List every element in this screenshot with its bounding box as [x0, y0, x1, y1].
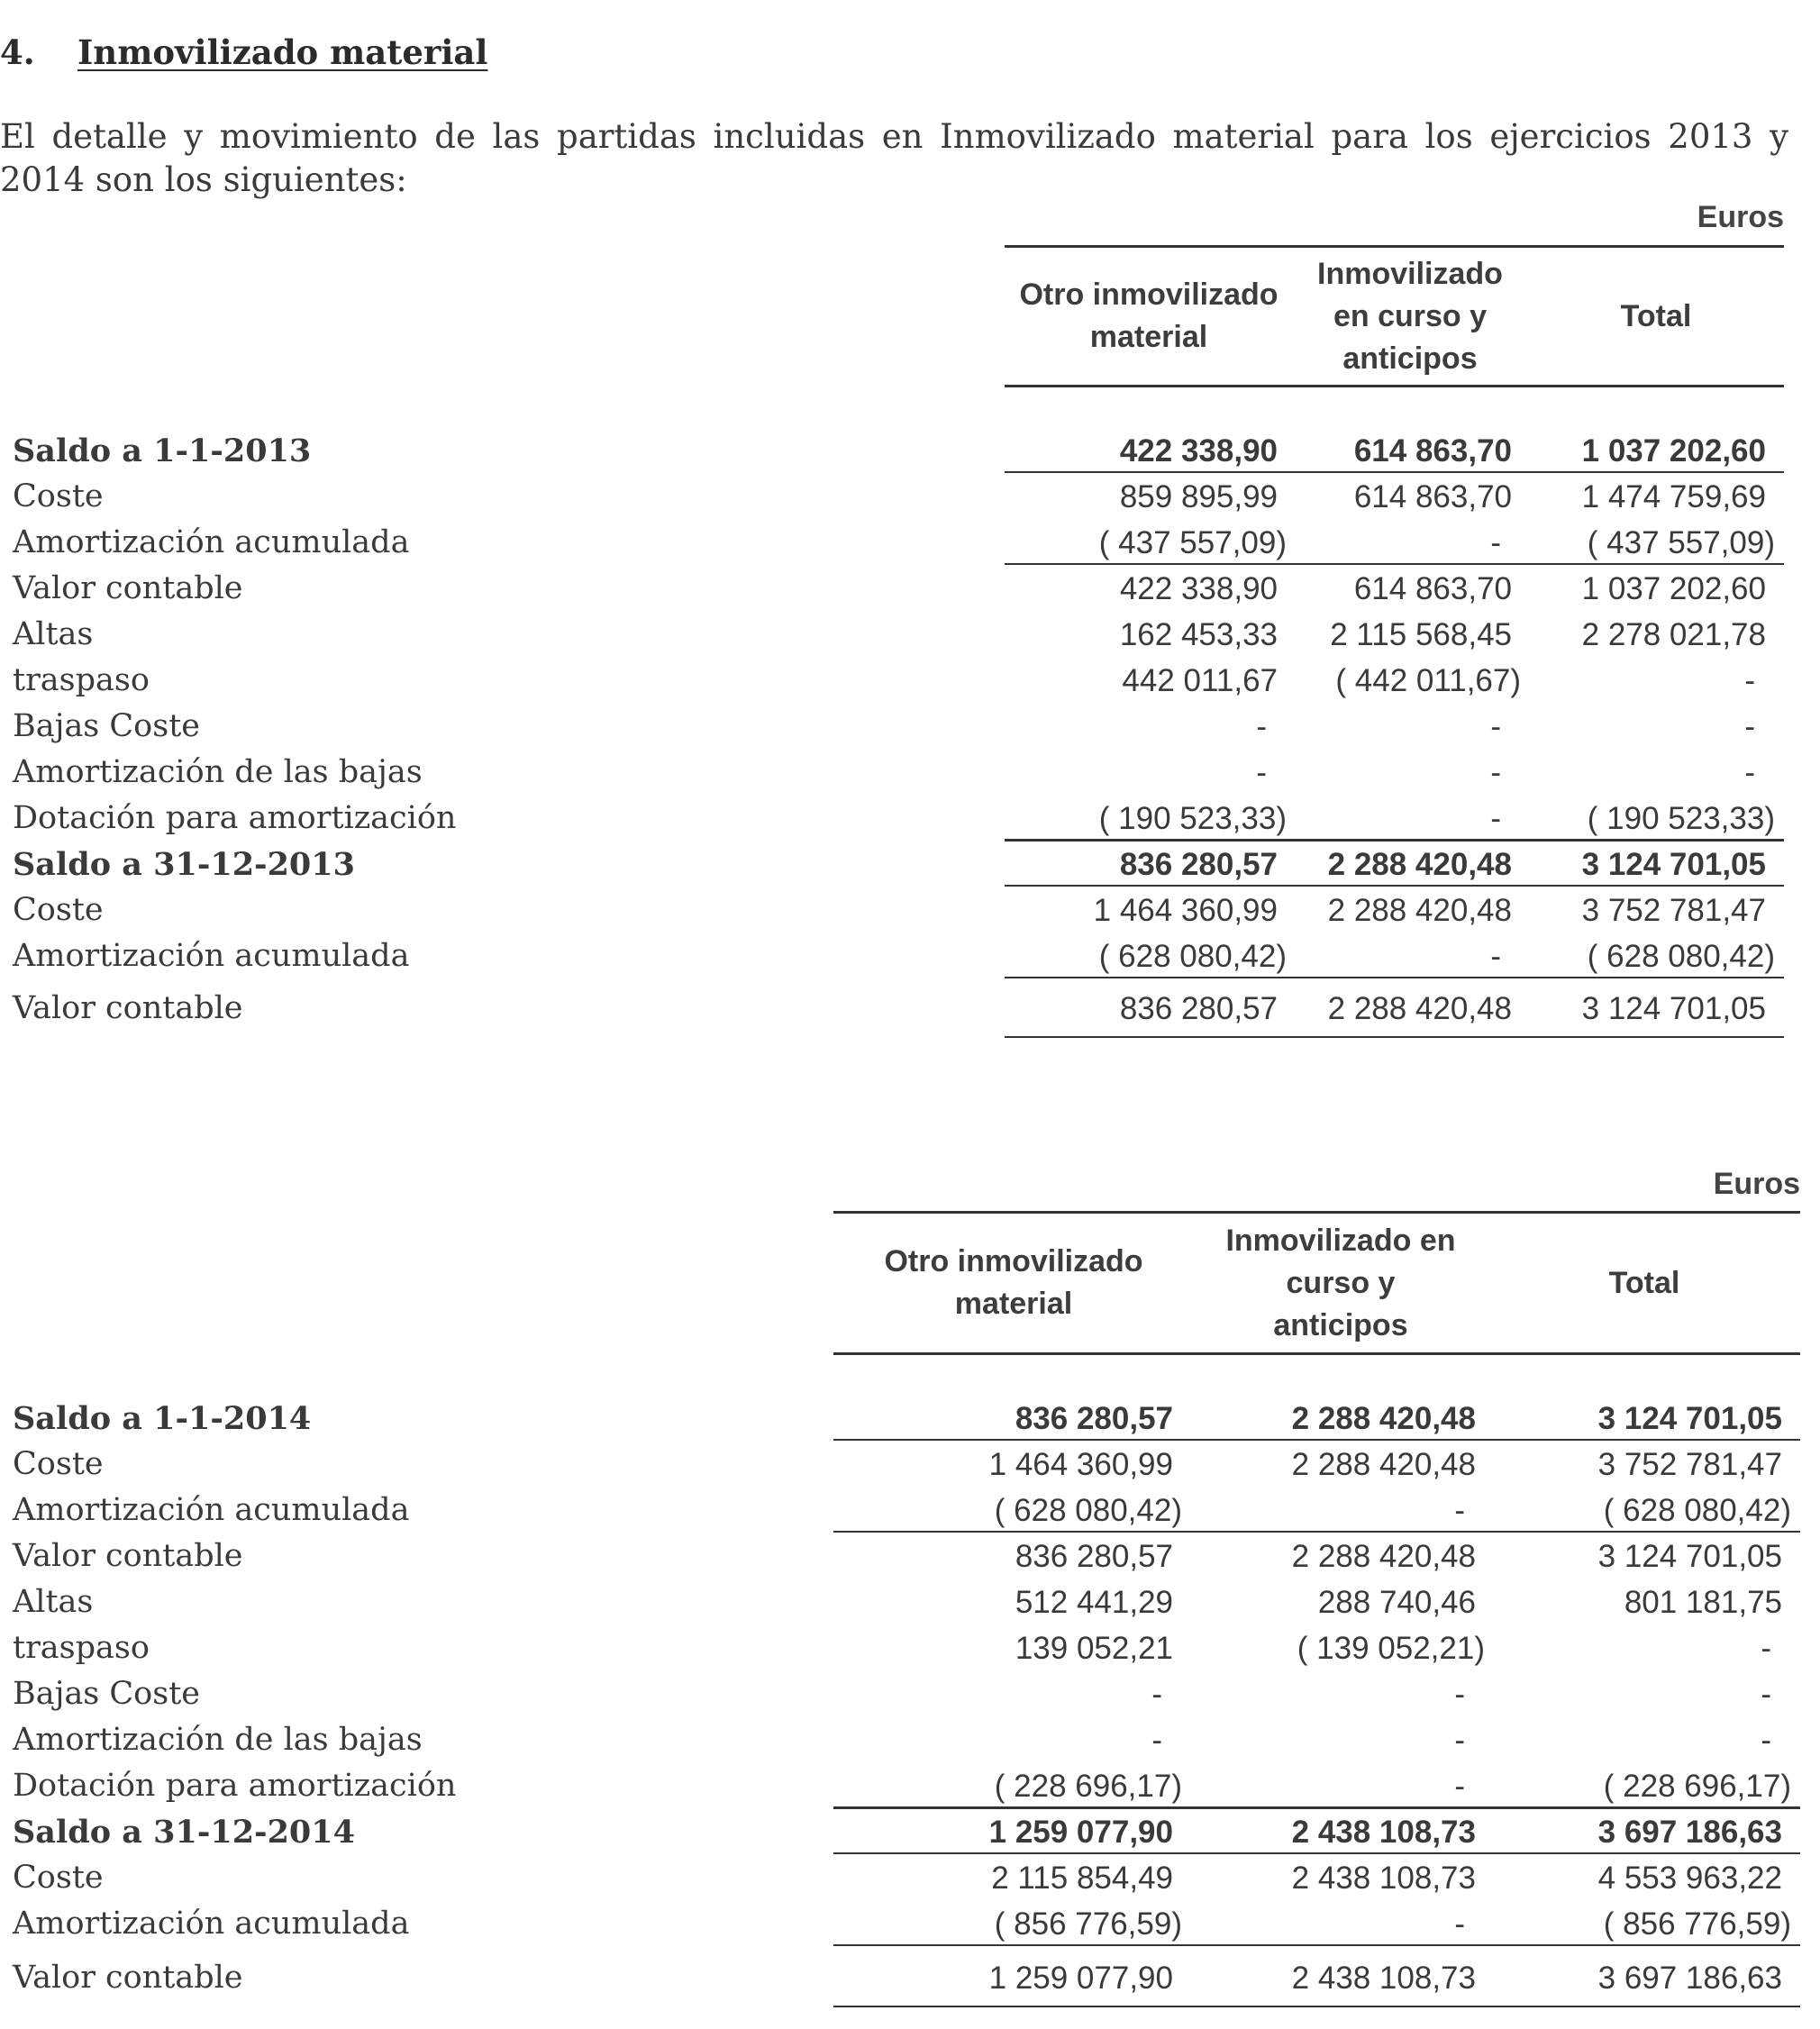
table-row — [0, 1671, 1820, 1717]
table-cell: ( 139 052,21) — [1297, 1631, 1485, 1666]
rule-line — [833, 2006, 1800, 2007]
table-cell: 2 115 854,49 — [991, 1861, 1173, 1896]
table-cell: - — [1454, 1769, 1465, 1804]
table-header — [833, 1211, 1800, 1355]
table-cell: 801 181,75 — [1624, 1585, 1782, 1620]
rule-line — [1005, 977, 1784, 978]
row-label: traspaso — [13, 1630, 150, 1666]
table-cell: 2 115 568,45 — [1330, 617, 1512, 652]
row-label: Coste — [13, 1860, 104, 1896]
table-row — [0, 796, 1820, 842]
table-cell: 3 124 701,05 — [1581, 991, 1766, 1026]
row-label: Amortización de las bajas — [13, 1722, 423, 1758]
rule-line — [1005, 1036, 1784, 1038]
table-cell: 2 288 420,48 — [1291, 1539, 1476, 1574]
row-label: Amortización acumulada — [13, 524, 410, 560]
table-cell: 836 280,57 — [1015, 1401, 1173, 1436]
table-cell: 2 438 108,73 — [1291, 1961, 1476, 1996]
table-cell: - — [1256, 709, 1267, 744]
table-cell: 3 124 701,05 — [1581, 847, 1766, 882]
table-cell: - — [1490, 525, 1501, 560]
table-cell: - — [1490, 709, 1501, 744]
table-cell: 1 037 202,60 — [1581, 433, 1766, 469]
section-number: 4. — [0, 32, 35, 72]
table-cell: 3 124 701,05 — [1597, 1401, 1782, 1436]
row-label: Amortización de las bajas — [13, 754, 423, 790]
table-cell: ( 190 523,33) — [1587, 801, 1775, 836]
rule-line — [833, 1944, 1800, 1946]
table-row — [0, 520, 1820, 566]
table-cell: 442 011,67 — [1122, 663, 1278, 698]
row-label: Saldo a 1-1-2013 — [13, 432, 312, 469]
table-cell: ( 628 080,42) — [1098, 939, 1287, 974]
table-cell: 422 338,90 — [1119, 433, 1278, 469]
column-header: Total — [1608, 1265, 1680, 1300]
table-cell: 2 288 420,48 — [1291, 1401, 1476, 1436]
currency-unit-label: Euros — [1697, 200, 1784, 234]
rule-line — [833, 1806, 1800, 1809]
row-label: Bajas Coste — [13, 1676, 200, 1712]
table-cell: - — [1744, 755, 1755, 790]
table-row — [0, 1488, 1820, 1533]
table-cell: 1 037 202,60 — [1581, 571, 1766, 606]
section-title: Inmovilizado material — [77, 32, 488, 72]
rule-line — [833, 1531, 1800, 1533]
table-cell: 422 338,90 — [1119, 571, 1278, 606]
table-cell: - — [1151, 1723, 1162, 1758]
table-cell: - — [1761, 1631, 1771, 1666]
table-cell: ( 856 776,59) — [1603, 1906, 1791, 1942]
table-row — [0, 1763, 1820, 1809]
row-label: Amortización acumulada — [13, 1492, 410, 1528]
table-cell: - — [1761, 1723, 1771, 1758]
column-header: Total — [1620, 298, 1692, 333]
table-cell: 2 288 420,48 — [1327, 847, 1512, 882]
table-row — [0, 986, 1820, 1032]
rule-line — [1005, 839, 1784, 842]
table-row — [0, 750, 1820, 796]
table-cell: 3 752 781,47 — [1597, 1447, 1782, 1482]
table-cell: 288 740,46 — [1317, 1585, 1476, 1620]
table-cell: 2 288 420,48 — [1327, 893, 1512, 928]
table-cell: 2 438 108,73 — [1291, 1815, 1476, 1850]
table-cell: 1 259 077,90 — [988, 1961, 1173, 1996]
table-cell: - — [1744, 709, 1755, 744]
table-cell: 836 280,57 — [1015, 1539, 1173, 1574]
table-cell: 2 438 108,73 — [1291, 1861, 1476, 1896]
table-cell: 3 697 186,63 — [1597, 1961, 1782, 1996]
table-cell: - — [1490, 801, 1501, 836]
table-cell: 1 464 360,99 — [1093, 893, 1278, 928]
table-cell: ( 628 080,42) — [1587, 939, 1775, 974]
table-cell: 614 863,70 — [1353, 571, 1512, 606]
row-label: Amortización acumulada — [13, 1906, 410, 1942]
row-label: Valor contable — [13, 990, 243, 1026]
row-label: Coste — [13, 1446, 104, 1482]
table-cell: ( 856 776,59) — [994, 1906, 1182, 1942]
table-row — [0, 1955, 1820, 2001]
table-cell: 139 052,21 — [1015, 1631, 1173, 1666]
intro-paragraph: El detalle y movimiento de las partidas incluidas en Inmovilizado material para los ejercicios 2013 y 2014 son los siguientes: — [0, 117, 1788, 199]
table-cell: ( 442 011,67) — [1335, 663, 1521, 698]
table-cell: - — [1151, 1677, 1162, 1712]
table-cell: 836 280,57 — [1119, 847, 1278, 882]
table-cell: 3 697 186,63 — [1597, 1815, 1782, 1850]
row-label: Amortización acumulada — [13, 938, 410, 974]
table-cell: 512 441,29 — [1015, 1585, 1173, 1620]
table-row — [0, 474, 1820, 520]
table-cell: - — [1490, 939, 1501, 974]
table-cell: 2 288 420,48 — [1327, 991, 1512, 1026]
table-cell: - — [1761, 1677, 1771, 1712]
table-row — [0, 887, 1820, 933]
rule-line — [1005, 471, 1784, 473]
table-row — [0, 1625, 1820, 1671]
table-row — [0, 612, 1820, 658]
table-cell: ( 437 557,09) — [1098, 525, 1287, 560]
table-cell: ( 228 696,17) — [994, 1769, 1182, 1804]
table-cell: 836 280,57 — [1119, 991, 1278, 1026]
table-cell: - — [1490, 755, 1501, 790]
column-header: Otro inmovilizado material — [1019, 278, 1279, 354]
table-cell: 3 752 781,47 — [1581, 893, 1766, 928]
row-label: Saldo a 31-12-2014 — [13, 1814, 355, 1851]
currency-unit-label: Euros — [1713, 1167, 1800, 1201]
table-row — [0, 704, 1820, 750]
table-row — [0, 1579, 1820, 1625]
row-label: Dotación para amortización — [13, 1768, 457, 1804]
table-row — [0, 1533, 1820, 1579]
table-cell: - — [1454, 1906, 1465, 1942]
row-label: Valor contable — [13, 570, 243, 606]
row-label: Saldo a 31-12-2013 — [13, 846, 355, 883]
table-cell: 1 259 077,90 — [988, 1815, 1173, 1850]
table-cell: - — [1256, 755, 1267, 790]
table-cell: ( 628 080,42) — [994, 1493, 1182, 1528]
table-row — [0, 1901, 1820, 1947]
table-cell: ( 228 696,17) — [1603, 1769, 1791, 1804]
table-cell: 614 863,70 — [1353, 479, 1512, 514]
section-heading — [0, 32, 487, 72]
column-header: Otro inmovilizado material — [884, 1244, 1143, 1321]
table-row — [0, 933, 1820, 979]
table-row — [0, 1717, 1820, 1763]
rule-line — [833, 1852, 1800, 1854]
table-cell: - — [1744, 663, 1755, 698]
row-label: Altas — [13, 1584, 94, 1620]
table-row — [0, 658, 1820, 704]
table-cell: 162 453,33 — [1119, 617, 1278, 652]
table-cell: 614 863,70 — [1353, 433, 1512, 469]
table-cell: 4 553 963,22 — [1597, 1861, 1782, 1896]
table-row — [0, 1809, 1820, 1855]
row-label: Coste — [13, 892, 104, 928]
row-label: Valor contable — [13, 1538, 243, 1574]
table-cell: ( 190 523,33) — [1098, 801, 1287, 836]
row-label: Coste — [13, 478, 104, 514]
column-header: Inmovilizado en curso y anticipos — [1225, 1223, 1456, 1342]
table-row — [0, 842, 1820, 887]
rule-line — [1005, 563, 1784, 565]
row-label: Dotación para amortización — [13, 800, 457, 836]
table-row — [0, 566, 1820, 612]
row-label: traspaso — [13, 662, 150, 698]
table-cell: - — [1454, 1493, 1465, 1528]
table-cell: 1 464 360,99 — [988, 1447, 1173, 1482]
table-cell: - — [1454, 1723, 1465, 1758]
row-label: Valor contable — [13, 1960, 243, 1996]
rule-line — [1005, 885, 1784, 887]
table-row — [0, 1442, 1820, 1488]
table-cell: - — [1454, 1677, 1465, 1712]
table-row — [0, 1855, 1820, 1901]
table-cell: 3 124 701,05 — [1597, 1539, 1782, 1574]
table-cell: 859 895,99 — [1119, 479, 1278, 514]
rule-line — [833, 1439, 1800, 1441]
table-header — [1005, 245, 1784, 387]
table-cell: 1 474 759,69 — [1581, 479, 1766, 514]
table-cell: ( 628 080,42) — [1603, 1493, 1791, 1528]
table-row — [0, 1396, 1820, 1442]
row-label: Bajas Coste — [13, 708, 200, 744]
table-row — [0, 428, 1820, 474]
row-label: Saldo a 1-1-2014 — [13, 1400, 312, 1437]
table-cell: 2 278 021,78 — [1581, 617, 1766, 652]
table-cell: ( 437 557,09) — [1587, 525, 1775, 560]
table-cell: 2 288 420,48 — [1291, 1447, 1476, 1482]
row-label: Altas — [13, 616, 94, 652]
column-header: Inmovilizado en curso y anticipos — [1317, 256, 1503, 376]
